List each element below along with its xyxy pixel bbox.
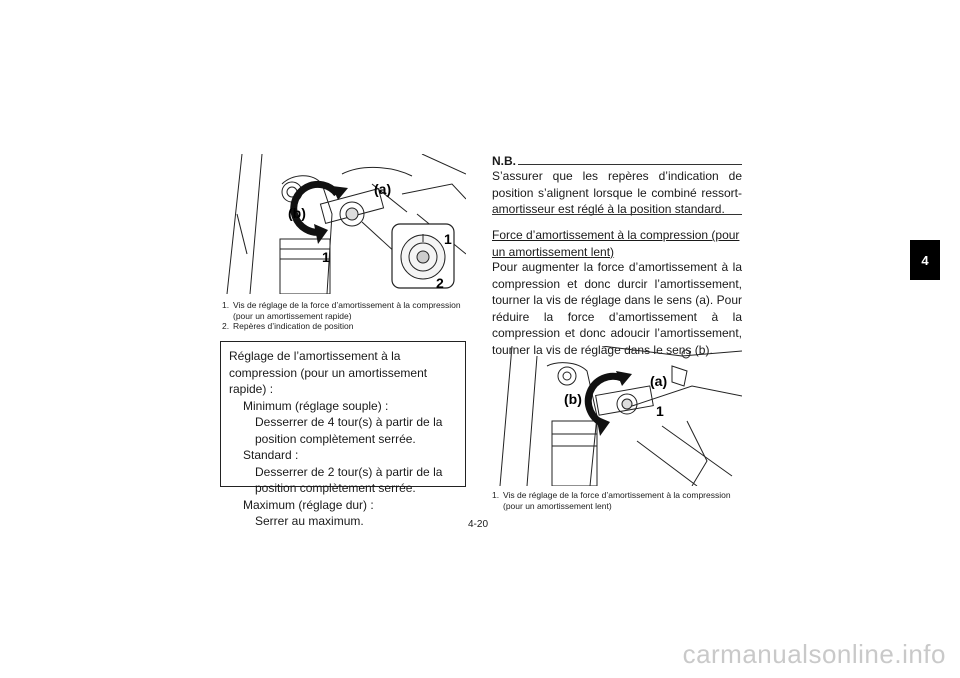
figure-top-captions — [222, 300, 466, 332]
spec-box — [220, 341, 466, 528]
note-rule — [518, 164, 742, 165]
arrow-b-icon — [596, 416, 610, 436]
label-1: 1 — [656, 403, 664, 419]
label-a: (a) — [650, 373, 668, 389]
note-label: N.B. — [492, 154, 516, 168]
spec-std-label: Standard : — [243, 448, 299, 462]
spec-max-value: Serrer au maximum. — [255, 514, 364, 528]
shock-absorber-drawing-top — [222, 154, 466, 294]
label-a: (a) — [374, 181, 392, 197]
caption-item: 2. Repères d’indication de position — [222, 321, 354, 331]
note-text: S’assurer que les repères d’indication de position s’alignent lorsque le combiné ressort-amortisseur est réglé à la position standard. — [492, 169, 742, 216]
spec-title: Réglage de l’amortissement à la compression (pour un amortissement rapide) : — [229, 349, 428, 396]
spec-max-label: Maximum (réglage dur) : — [243, 497, 374, 512]
section-heading: Force d’amortissement à la compression (pour un amortissement lent) — [492, 228, 740, 259]
label-1-inset: 1 — [444, 231, 452, 247]
arrow-b-icon — [314, 224, 328, 244]
note-header — [492, 154, 742, 168]
figure-top-illustration — [222, 154, 466, 294]
section-body: Pour augmenter la force d’amortissement à la compression et donc durcir l’amortissement, tourner la vis de réglage dans le sens (a). Pour réduire la force d’amortissement à la compression et donc adoucir l’amortissement, tourner la vis de réglage dans le sens (b). — [492, 260, 742, 357]
label-2: 2 — [436, 275, 444, 291]
page-number: 4-20 — [468, 519, 489, 530]
figure-bottom-captions — [492, 490, 742, 511]
figure-bottom-illustration — [492, 346, 742, 486]
note-end-rule — [492, 214, 742, 215]
label-b: (b) — [288, 205, 306, 221]
spec-min-label: Minimum (réglage souple) : — [243, 398, 389, 413]
caption-item: 1. Vis de réglage de la force d’amortissement à la compression (pour un amortissement rapide) — [222, 300, 461, 321]
label-1: 1 — [322, 249, 330, 265]
watermark: carmanualsonline.info — [682, 639, 946, 669]
shock-absorber-drawing-bottom — [492, 346, 742, 486]
spec-std-value: Desserrer de 2 tour(s) à partir de la position complètement serrée. — [255, 464, 443, 495]
chapter-tab: 4 — [910, 240, 940, 280]
caption-item: 1. Vis de réglage de la force d’amortissement à la compression (pour un amortissement lent) — [492, 490, 731, 511]
label-b: (b) — [564, 391, 582, 407]
spec-min-value: Desserrer de 4 tour(s) à partir de la position complètement serrée. — [255, 415, 443, 446]
